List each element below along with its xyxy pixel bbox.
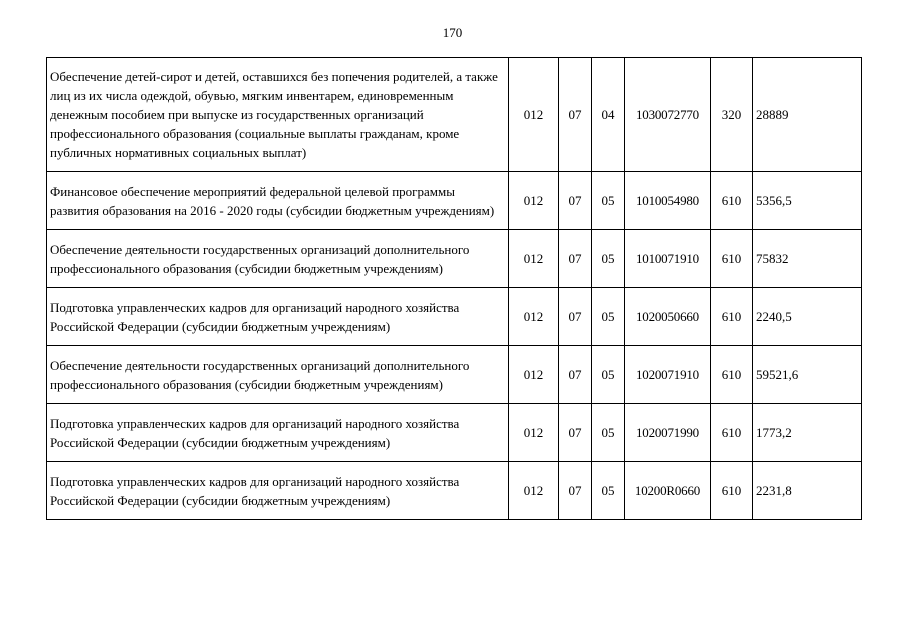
- section-code: 07: [559, 172, 592, 230]
- target-article-code: 10200R0660: [625, 462, 711, 520]
- amount-value: 59521,6: [753, 346, 862, 404]
- section-code: 07: [559, 58, 592, 172]
- expense-description: Обеспечение деятельности государственных организаций дополнительного профессионального образования (субсидии бюджетным учреждениям): [47, 346, 509, 404]
- section-code: 07: [559, 346, 592, 404]
- ministry-code: 012: [509, 462, 559, 520]
- table-row: [47, 404, 862, 462]
- target-article-code: 1010054980: [625, 172, 711, 230]
- target-article-code: 1030072770: [625, 58, 711, 172]
- subsection-code: 05: [592, 404, 625, 462]
- amount-value: 75832: [753, 230, 862, 288]
- ministry-code: 012: [509, 346, 559, 404]
- section-code: 07: [559, 288, 592, 346]
- expense-description: Подготовка управленческих кадров для организаций народного хозяйства Российской Федерации (субсидии бюджетным учреждениям): [47, 462, 509, 520]
- section-code: 07: [559, 230, 592, 288]
- subsection-code: 05: [592, 346, 625, 404]
- amount-value: 28889: [753, 58, 862, 172]
- subsection-code: 05: [592, 288, 625, 346]
- ministry-code: 012: [509, 404, 559, 462]
- subsection-code: 05: [592, 462, 625, 520]
- section-code: 07: [559, 462, 592, 520]
- expense-type-code: 610: [711, 172, 753, 230]
- expense-description: Обеспечение деятельности государственных организаций дополнительного профессионального образования (субсидии бюджетным учреждениям): [47, 230, 509, 288]
- amount-value: 1773,2: [753, 404, 862, 462]
- ministry-code: 012: [509, 288, 559, 346]
- expense-description: Подготовка управленческих кадров для организаций народного хозяйства Российской Федерации (субсидии бюджетным учреждениям): [47, 288, 509, 346]
- subsection-code: 04: [592, 58, 625, 172]
- table-row: [47, 346, 862, 404]
- target-article-code: 1020071990: [625, 404, 711, 462]
- expense-description: Финансовое обеспечение мероприятий федеральной целевой программы развития образования на 2016 - 2020 годы (субсидии бюджетным учреждениям): [47, 172, 509, 230]
- target-article-code: 1020050660: [625, 288, 711, 346]
- budget-table: [46, 57, 862, 520]
- expense-type-code: 320: [711, 58, 753, 172]
- expense-type-code: 610: [711, 462, 753, 520]
- ministry-code: 012: [509, 230, 559, 288]
- expense-type-code: 610: [711, 288, 753, 346]
- page-number: 170: [442, 25, 463, 40]
- table-row: [47, 462, 862, 520]
- expense-description: Обеспечение детей-сирот и детей, оставшихся без попечения родителей, а также лиц из их числа одеждой, обувью, мягким инвентарем, единовременным денежным пособием при выпуске из государственных организаций профессионального образования (социальные выплаты гражданам, кроме публичных нормативных социальных выплат): [47, 58, 509, 172]
- table-row: [47, 172, 862, 230]
- target-article-code: 1010071910: [625, 230, 711, 288]
- expense-type-code: 610: [711, 404, 753, 462]
- expense-type-code: 610: [711, 346, 753, 404]
- expense-description: Подготовка управленческих кадров для организаций народного хозяйства Российской Федерации (субсидии бюджетным учреждениям): [47, 404, 509, 462]
- amount-value: 5356,5: [753, 172, 862, 230]
- expense-type-code: 610: [711, 230, 753, 288]
- table-row: [47, 230, 862, 288]
- amount-value: 2240,5: [753, 288, 862, 346]
- table-row: [47, 58, 862, 172]
- table-row: [47, 288, 862, 346]
- ministry-code: 012: [509, 172, 559, 230]
- section-code: 07: [559, 404, 592, 462]
- amount-value: 2231,8: [753, 462, 862, 520]
- target-article-code: 1020071910: [625, 346, 711, 404]
- ministry-code: 012: [509, 58, 559, 172]
- subsection-code: 05: [592, 172, 625, 230]
- subsection-code: 05: [592, 230, 625, 288]
